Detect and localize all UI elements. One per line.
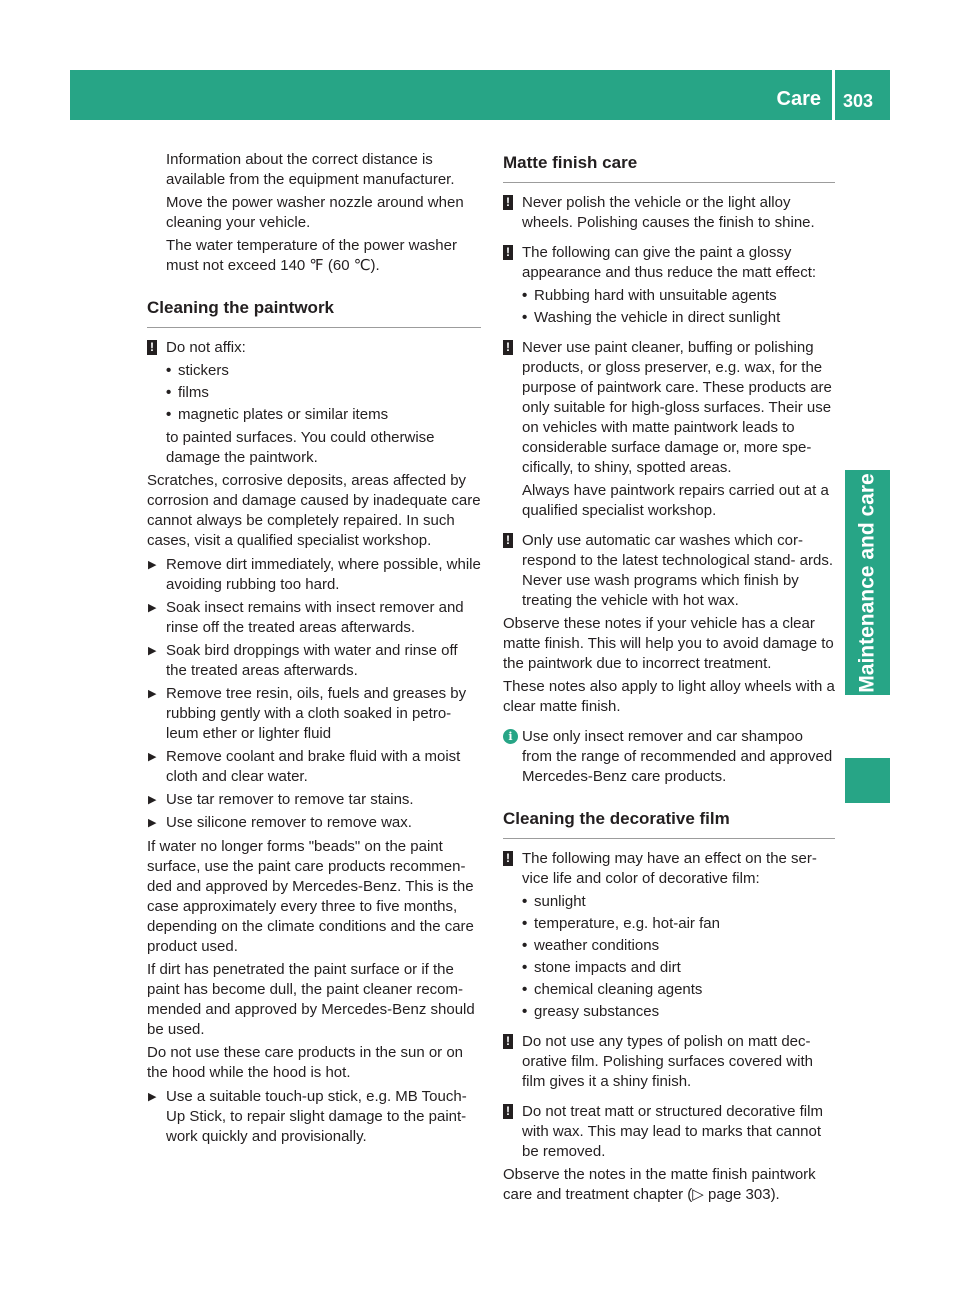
warning-icon: ! [147, 340, 157, 355]
side-marker [845, 758, 890, 803]
page-number: 303 [843, 91, 874, 111]
paragraph-see-chapter [503, 1165, 835, 1205]
film-factors-list [503, 892, 835, 1022]
paragraph-scratches: Scratches, corrosive deposits, areas affected by corrosion and damage caused by inadequate care cannot always be completely repaired. In such cases, visit a qualified specialist workshop. [147, 472, 481, 549]
warning-text: Never use paint cleaner, buffing or polishing products, or gloss preserver, e.g. wax, for the purpose of paintwork care. These products are only suitable for high-gloss surfaces. Their use on vehicles with matte paintwork leads to considerable surface damage or, more spe- cifically, to shiny, spotted areas. [522, 339, 832, 476]
warning-icon: ! [503, 195, 513, 210]
warning-text: Do not treat matt or structured decorative film with wax. This may lead to marks that cannot be removed. [522, 1103, 823, 1160]
heading-matte-finish: Matte finish care [503, 152, 835, 183]
right-column [503, 150, 835, 1208]
heading-decorative-film: Cleaning the decorative film [503, 808, 835, 839]
side-tab-label-wrapper [845, 470, 890, 695]
warning-icon: ! [503, 245, 513, 260]
section-title: Care [776, 88, 821, 110]
warning-text: The following can give the paint a glossy appearance and thus reduce the matt effect: [522, 244, 817, 281]
header-bar [70, 70, 890, 120]
step-item: ▶ Remove coolant and brake fluid with a moist cloth and clear water. [147, 747, 481, 787]
warning-glossy [503, 243, 835, 283]
warning-icon: ! [503, 340, 513, 355]
step-item: ▶ Remove dirt immediately, where possible, while avoiding rubbing too hard. [147, 555, 481, 595]
warning-repairs: Always have paintwork repairs carried out at a qualified specialist workshop. [522, 482, 829, 519]
info-text: Use only insect remover and car shampoo from the range of recommended and approved Mercedes-Benz care products. [522, 728, 833, 785]
header-divider [832, 70, 835, 120]
info-icon: i [503, 729, 518, 744]
step-item: ▶ Use a suitable touch-up stick, e.g. MB Touch- Up Stick, to repair slight damage to the paint- work quickly and provisionally. [147, 1087, 481, 1147]
list-item: • sunlight [522, 892, 835, 912]
list-item: • magnetic plates or similar items [166, 405, 481, 425]
list-item: • films [166, 383, 481, 403]
list-item: • Rubbing hard with unsuitable agents [522, 286, 835, 306]
warning-icon: ! [503, 533, 513, 548]
warning-service-life [503, 849, 835, 889]
step-item: ▶ Soak insect remains with insect remover and rinse off the treated areas afterwards. [147, 598, 481, 638]
warning-polish-film [503, 1032, 835, 1092]
warning-text: The following may have an effect on the ser- vice life and color of decorative film: [522, 850, 817, 887]
list-item: • stickers [166, 361, 481, 381]
step-item: ▶ Use silicone remover to remove wax. [147, 813, 481, 833]
warning-paint-cleaner [503, 338, 835, 478]
intro-distance: Information about the correct distance is available from the equipment manufacturer. [166, 151, 455, 188]
warning-icon: ! [503, 851, 513, 866]
intro-temperature: The water temperature of the power washer must not exceed 140 ℉ (60 ℃). [166, 237, 457, 274]
affix-list [147, 361, 481, 425]
warning-never-polish [503, 193, 835, 233]
cleaning-steps [147, 555, 481, 833]
warning-icon: ! [503, 1034, 513, 1049]
warning-car-washes [503, 531, 835, 611]
warning-do-not-affix [147, 338, 481, 358]
warning-icon: ! [503, 1104, 513, 1119]
list-item: • weather conditions [522, 936, 835, 956]
warning-text: Do not affix: [166, 339, 246, 356]
warning-text: Do not use any types of polish on matt dec- orative film. Polishing surfaces covered with film gives it a shiny finish. [522, 1033, 813, 1090]
warning-text: Only use automatic car washes which cor- respond to the latest technological stand- ards. Never use wash programs which finish by treating the vehicle with hot wax. [522, 532, 834, 609]
warning-text: Never polish the vehicle or the light alloy wheels. Polishing causes the finish to shine. [522, 194, 815, 231]
intro-nozzle: Move the power washer nozzle around when cleaning your vehicle. [166, 194, 464, 231]
step-item: ▶ Soak bird droppings with water and rinse off the treated areas afterwards. [147, 641, 481, 681]
paragraph-alloy: These notes also apply to light alloy wheels with a clear matte finish. [503, 678, 835, 715]
touch-up-steps [147, 1087, 481, 1147]
paragraph-beads: If water no longer forms "beads" on the paint surface, use the paint care products recommen- ded and approved by Mercedes-Benz. This is the case approximately every three to five months, depending on the climate conditions and the care product used. [147, 838, 474, 955]
list-item: • stone impacts and dirt [522, 958, 835, 978]
warning-wax-film [503, 1102, 835, 1162]
list-item: • greasy substances [522, 1002, 835, 1022]
list-item: • temperature, e.g. hot-air fan [522, 914, 835, 934]
paragraph-paint-cleaner: If dirt has penetrated the paint surface or if the paint has become dull, the paint cleaner recom- mended and approved by Mercedes-Benz should be used. [147, 961, 475, 1038]
step-item: ▶ Remove tree resin, oils, fuels and greases by rubbing gently with a cloth soaked in petro- leum ether or lighter fluid [147, 684, 481, 744]
list-item: • chemical cleaning agents [522, 980, 835, 1000]
page-ref-arrow-icon: ▷ [692, 1186, 704, 1203]
heading-cleaning-paintwork: Cleaning the paintwork [147, 297, 481, 328]
page-reference-link[interactable]: page 303 [707, 1186, 771, 1203]
glossy-list [503, 286, 835, 328]
info-note [503, 727, 835, 787]
left-column [147, 150, 481, 1151]
step-item: ▶ Use tar remover to remove tar stains. [147, 790, 481, 810]
side-tab-label: Maintenance and care [855, 472, 879, 693]
reference-suffix: ). [770, 1186, 780, 1203]
warning-outro: to painted surfaces. You could otherwise damage the paintwork. [166, 429, 435, 466]
list-item: • Washing the vehicle in direct sunlight [522, 308, 835, 328]
paragraph-sun: Do not use these care products in the sun or on the hood while the hood is hot. [147, 1044, 464, 1081]
paragraph-observe: Observe these notes if your vehicle has a clear matte finish. This will help you to avoid damage to the paintwork due to incorrect treatment. [503, 615, 834, 672]
reference-prefix: Observe the notes in the matte finish paintwork care and treatment chapter ( [503, 1166, 816, 1203]
